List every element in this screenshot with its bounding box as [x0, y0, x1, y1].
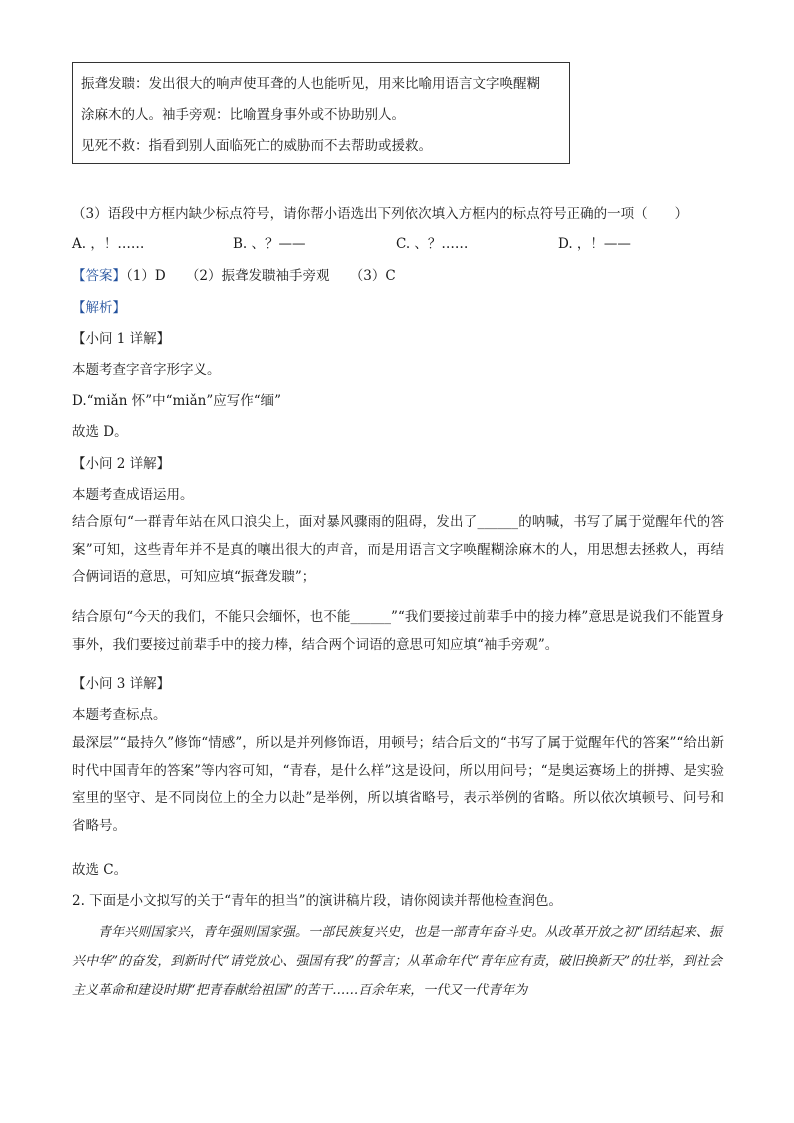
q3-conclusion: 故选 C。 — [72, 862, 128, 878]
answer-label: 【答案】 — [72, 268, 126, 284]
q3-paragraph: 最深层”“最持久”修饰“情感”，所以是并列修饰语，用顿号；结合后文的“书写了属于觉醒年代的答案”“给出新时代中国青年的答案”等内容可知，“青春，是什么样”这是设问，所以用问号；“是奥运赛场上的拼搏、是实验室里的坚守、是不同岗位上的全力以赴”是举例，所以填省略号，表示举例的省略。所以依次填顿号、问号和省略号。 — [72, 735, 724, 834]
q3-header: 【小问 3 详解】 — [72, 676, 171, 692]
option-a: A. ，！…… — [72, 236, 145, 252]
answer-line — [72, 266, 396, 286]
question-2-stem: 2. 下面是小文拟写的关于“青年的担当”的演讲稿片段，请你阅读并帮他检查润色。 — [72, 893, 562, 909]
definition-line: 见死不救：指看到别人面临死亡的威胁而不去帮助或援救。 — [81, 138, 432, 154]
q1-line: 本题考查字音字形字义。 — [72, 362, 221, 378]
q2-header: 【小问 2 详解】 — [72, 456, 171, 472]
definition-line: 涂麻木的人。袖手旁观：比喻置身事外或不协助别人。 — [81, 107, 405, 123]
q2-paragraph-2: 结合原句“今天的我们，不能只会缅怀，也不能______”“我们要接过前辈手中的接力棒”意思是说我们不能置身事外，我们要接过前辈手中的接力棒，结合两个词语的意思可知应填“袖手旁观”。 — [72, 609, 724, 653]
q1-header: 【小问 1 详解】 — [72, 331, 171, 347]
option-b: B. 、？—— — [233, 236, 306, 252]
analysis-label: 【解析】 — [72, 300, 126, 316]
q1-line: D.“miǎn 怀”中“miǎn”应写作“缅” — [72, 393, 282, 409]
question-3-stem: （3）语段中方框内缺少标点符号，请你帮小语选出下列依次填入方框内的标点符号正确的一项（ ） — [72, 206, 689, 222]
option-c: C. 、？…… — [396, 236, 469, 252]
q3-intro: 本题考查标点。 — [72, 707, 167, 723]
idiom-definition-box — [72, 62, 570, 164]
definition-line: 振聋发聩：发出很大的响声使耳聋的人也能听见，用来比喻用语言文字唤醒糊 — [81, 76, 540, 92]
speech-passage: 青年兴则国家兴，青年强则国家强。一部民族复兴史，也是一部青年奋斗史。从改革开放之初“团结起来、振兴中华”的奋发，到新时代“请党放心、强国有我”的誓言；从革命年代“青年应有责，破旧换新天”的壮举，到社会主义革命和建设时期“把青春献给祖国”的苦干……百余年来，一代又一代青年为 — [72, 925, 722, 998]
q2-intro: 本题考查成语运用。 — [72, 487, 194, 503]
q2-paragraph-1: 结合原句“一群青年站在风口浪尖上，面对暴风骤雨的阻碍，发出了______的呐喊，书写了属于觉醒年代的答案”可知，这些青年并不是真的嚷出很大的声音，而是用语言文字唤醒糊涂麻木的人，用思想去拯救人，再结合俩词语的意思，可知应填“振聋发聩”； — [72, 514, 724, 585]
option-d: D. ，！—— — [558, 236, 631, 252]
answer-text: （1）D （2）振聋发聩袖手旁观 （3）C — [126, 268, 396, 284]
q1-line: 故选 D。 — [72, 424, 128, 440]
